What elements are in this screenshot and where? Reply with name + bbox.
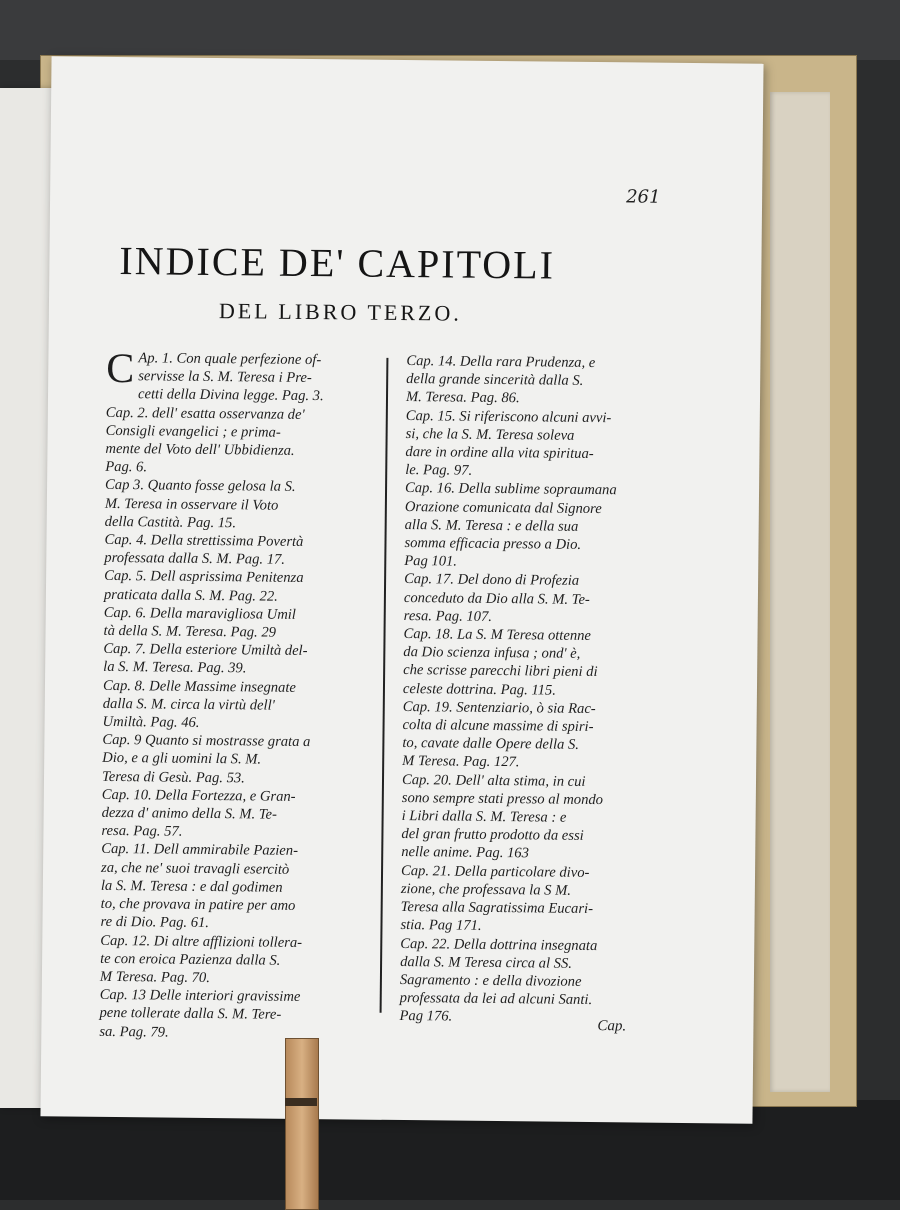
entry-line: colta di alcune massime di spiri- [402, 717, 594, 736]
entry-line: professata dalla S. M. Pag. 17. [104, 550, 286, 569]
entry-line: Teresa alla Sagratissima Eucari- [400, 899, 594, 918]
index-entry [101, 786, 370, 843]
index-entry [105, 476, 374, 533]
entry-line: Cap. 13 Delle interiori gravissime [99, 986, 301, 1006]
entry-line: si, che la S. M. Teresa soleva [405, 425, 575, 444]
entry-line: dare in ordine alla vita spiritua- [405, 444, 594, 463]
index-entry [103, 604, 371, 643]
entry-line: Pag. 6. [105, 459, 148, 476]
entry-line: Cap. 10. Della Fortezza, e Gran- [101, 786, 296, 805]
entry-line: servisse la S. M. Teresa i Pre- [138, 368, 312, 387]
entry-line: Cap. 18. La S. M Teresa ottenne [403, 626, 592, 645]
entry-line: che scrisse parecchi libri pieni di [403, 662, 598, 681]
right-column [399, 352, 674, 1028]
index-entry [399, 935, 668, 1029]
entry-line: le. Pag. 97. [405, 462, 473, 479]
entry-line: Cap. 4. Della strettissima Povertà [104, 531, 304, 550]
entry-line: tà della S. M. Teresa. Pag. 29 [103, 622, 277, 641]
entry-line: somma efficacia presso a Dio. [404, 535, 582, 553]
entry-line: nelle anime. Pag. 163 [401, 844, 529, 862]
entry-line: Cap. 7. Della esteriore Umiltà del- [103, 641, 308, 660]
entry-line: Umiltà. Pag. 46. [102, 713, 200, 731]
entry-line: mente del Voto dell' Ubbidienza. [105, 440, 295, 459]
entry-line: Cap. 22. Della dottrina insegnata [400, 935, 598, 954]
entry-line: Sagramento : e della divozione [399, 971, 582, 990]
entry-line: za, che ne' suoi travagli esercitò [100, 859, 290, 878]
entry-line: i Libri dalla S. M. Teresa : e [401, 808, 567, 826]
index-entry [103, 640, 371, 679]
entry-line: M. Teresa. Pag. 86. [405, 389, 520, 407]
entry-line: del gran frutto prodotto da essi [401, 826, 584, 845]
entry-line: Cap. 14. Della rara Prudenza, e [406, 353, 596, 372]
index-entry [402, 698, 671, 774]
entry-line: praticata dalla S. M. Pag. 22. [103, 586, 278, 605]
index-entry [404, 479, 673, 573]
wooden-clip [285, 1038, 319, 1210]
index-entry [406, 352, 675, 409]
entry-line: la S. M. Teresa : e dal godimen [100, 877, 283, 896]
entry-line: Cap. 17. Del dono di Profezia [404, 571, 580, 590]
entry-line: stia. Pag 171. [400, 917, 482, 935]
entry-line: re di Dio. Pag. 61. [100, 914, 210, 932]
entry-line: to, cavate dalle Opere della S. [402, 735, 580, 754]
entry-line: to, che provava in patire per amo [100, 895, 296, 914]
entry-line: Cap. 9 Quanto si mostrasse grata a [102, 732, 311, 751]
entry-line: la S. M. Teresa. Pag. 39. [103, 659, 247, 677]
entry-line: sono sempre stati presso al mondo [401, 789, 604, 808]
index-entry [403, 625, 672, 701]
page-title: INDICE DE' CAPITOLI [119, 238, 556, 288]
index-entry [104, 531, 372, 570]
index-entry [100, 931, 369, 988]
entry-line: pene tollerate dalla S. M. Tere- [99, 1005, 282, 1024]
page-subtitle: DEL LIBRO TERZO. [218, 298, 462, 326]
index-entry [404, 570, 673, 627]
entry-line: Cap. 20. Dell' alta stima, in cui [401, 771, 586, 790]
entry-line: cetti della Divina legge. Pag. 3. [137, 386, 324, 405]
entry-line: Pag 101. [404, 553, 458, 570]
entry-line: Cap. 6. Della maravigliosa Umil [103, 604, 296, 623]
book-page [40, 56, 763, 1123]
clip-spring [285, 1098, 317, 1106]
index-entry [104, 567, 372, 606]
catchword: Cap. [597, 1018, 627, 1035]
entry-line: alla S. M. Teresa : e della sua [404, 516, 579, 535]
background-top [0, 0, 900, 60]
entry-line: Cap. 5. Dell asprissima Penitenza [104, 568, 304, 587]
entry-line: M. Teresa in osservare il Voto [104, 495, 279, 514]
entry-line: Cap. 2. dell' esatta osservanza de' [105, 404, 305, 423]
entry-line: Consigli evangelici ; e prima- [105, 422, 281, 441]
index-entry [99, 986, 368, 1043]
entry-line: dalla S. M Teresa circa al SS. [400, 953, 573, 972]
entry-line: resa. Pag. 107. [403, 607, 493, 625]
entry-line: Cap. 12. Di altre afflizioni tollera- [100, 932, 303, 951]
entry-line: M Teresa. Pag. 127. [402, 753, 520, 771]
drop-cap: C [106, 345, 135, 393]
entry-line: Cap 3. Quanto fosse gelosa la S. [104, 477, 296, 496]
index-entry [401, 771, 670, 865]
entry-line: della grande sincerità dalla S. [406, 371, 584, 390]
entry-line: zione, che professava la S M. [400, 880, 572, 899]
index-entry [106, 345, 375, 406]
entry-line: M Teresa. Pag. 70. [99, 968, 211, 986]
entry-line: dezza d' animo della S. M. Te- [101, 804, 278, 823]
entry-line: Orazione comunicata dal Signore [404, 498, 602, 517]
entry-line: Cap. 15. Si riferiscono alcuni avvi- [405, 407, 612, 426]
column-divider [380, 358, 389, 1013]
entry-line: Pag 176. [399, 1008, 453, 1025]
entry-line: professata da lei ad alcuni Santi. [399, 990, 593, 1009]
entry-line: della Castità. Pag. 15. [104, 513, 237, 532]
entry-line: Cap. 16. Della sublime sopraumana [404, 480, 617, 499]
index-entry [405, 407, 674, 483]
index-entry [103, 677, 372, 734]
entry-line: Cap. 11. Dell ammirabile Pazien- [101, 841, 299, 860]
entry-line: resa. Pag. 57. [101, 823, 183, 840]
entry-line: da Dio scienza infusa ; ond' è, [403, 644, 581, 663]
left-column [99, 345, 374, 1043]
index-entry [102, 731, 371, 788]
next-page-edge [770, 92, 830, 1092]
entry-line: Cap. 21. Della particolare divo- [400, 862, 590, 881]
entry-line: te con eroica Pazienza dalla S. [100, 950, 281, 969]
entry-line: Cap. 19. Sentenziario, ò sia Rac- [402, 698, 596, 717]
entry-line: Ap. 1. Con quale perfezione of- [138, 350, 322, 369]
index-entry [400, 862, 669, 938]
entry-line: dalla S. M. circa la virtù dell' [102, 695, 275, 714]
entry-line: sa. Pag. 79. [99, 1023, 169, 1041]
entry-line: Dio, e a gli uomini la S. M. [102, 750, 262, 769]
entry-line: Teresa di Gesù. Pag. 53. [101, 768, 245, 787]
index-entry [105, 403, 374, 479]
entry-line: Cap. 8. Delle Massime insegnate [102, 677, 296, 696]
page-number: 261 [626, 186, 661, 208]
index-entry [100, 840, 369, 934]
entry-line: conceduto da Dio alla S. M. Te- [403, 589, 590, 608]
entry-line: celeste dottrina. Pag. 115. [402, 680, 556, 699]
